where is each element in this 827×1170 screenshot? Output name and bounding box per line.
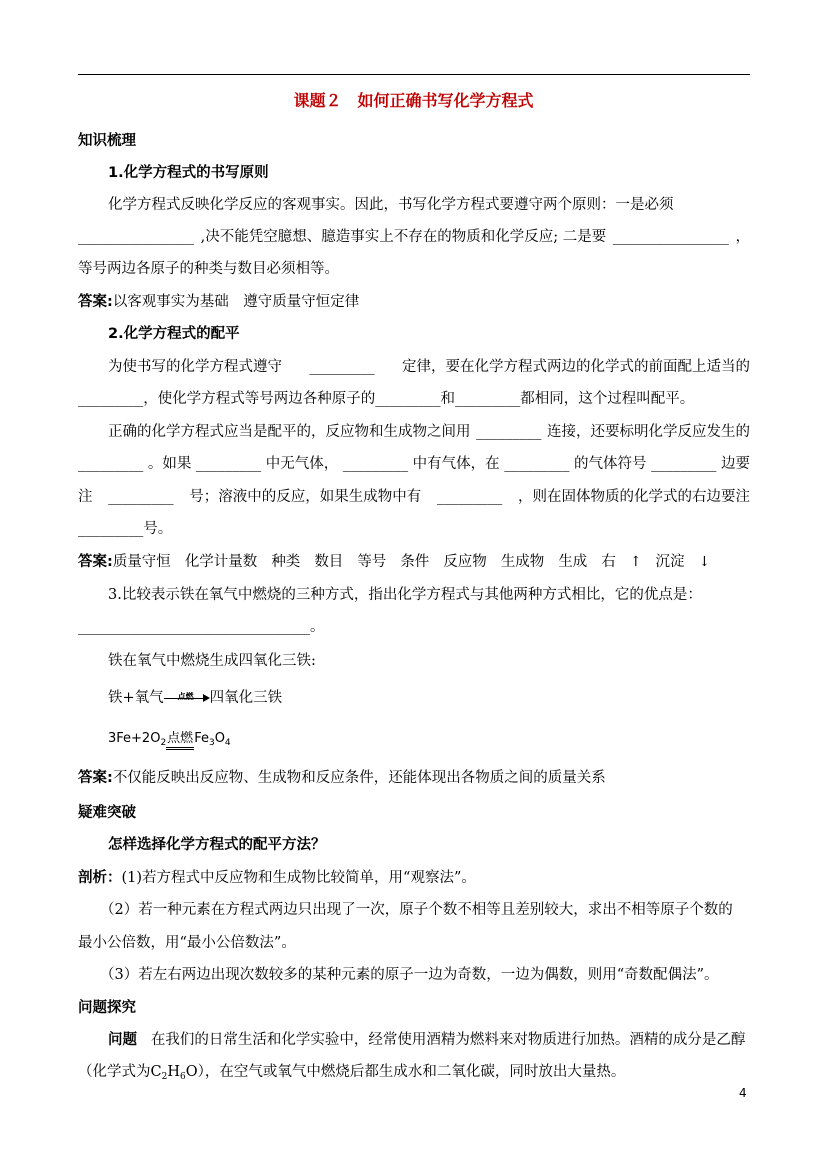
section-knowledge: 知识梳理 bbox=[78, 133, 136, 149]
word-equation-right: 四氧化三铁 bbox=[209, 690, 283, 706]
up-arrow-icon: ↑ bbox=[629, 554, 642, 570]
s2-text: ，则在固体物质的化学式的右边要注 bbox=[518, 489, 750, 505]
s3-p1-line2 bbox=[78, 616, 750, 638]
answer-label: 答案: bbox=[78, 770, 113, 786]
s2-text: 和 bbox=[440, 391, 455, 407]
subscript: 2 bbox=[160, 738, 167, 748]
s2-blank: _________ bbox=[437, 489, 503, 505]
answer-item: 沉淀 bbox=[655, 554, 685, 570]
s3-blank: ________________________________ bbox=[78, 619, 310, 635]
s1-p1-line1: 化学方程式反映化学反应的客观事实。因此，书写化学方程式要遵守两个原则：一是必须 bbox=[108, 197, 674, 213]
answer-item: 质量守恒 bbox=[112, 554, 171, 570]
section-inquiry: 问题探究 bbox=[78, 1000, 136, 1016]
analysis-2-line1: （2）若一种元素在方程式两边只出现了一次，原子个数不相等且差别较大，求出不相等原子个数的 bbox=[100, 902, 733, 918]
s2-p2-line3 bbox=[78, 486, 750, 508]
s2-text: 中无气体， bbox=[265, 456, 339, 472]
s1-heading: 1.化学方程式的书写原则 bbox=[108, 165, 269, 181]
answer-item: 生成物 bbox=[500, 554, 545, 570]
s2-text: 边要 bbox=[720, 456, 750, 472]
formula-c: C bbox=[150, 1064, 162, 1080]
s2-p1-line2 bbox=[78, 388, 750, 410]
s1-text-3: ， bbox=[735, 229, 750, 245]
reaction-arrow-icon bbox=[164, 691, 210, 705]
inquiry-line1 bbox=[108, 1029, 750, 1051]
inquiry-text: 在我们的日常生活和化学实验中，经常使用酒精为燃料来对物质进行加热。酒精的成分是乙醇 bbox=[150, 1032, 746, 1048]
subscript: 2 bbox=[161, 1072, 168, 1082]
s1-answer-text: 以客观事实为基础 遵守质量守恒定律 bbox=[112, 294, 360, 310]
s2-blank: _________ bbox=[455, 391, 521, 407]
equation-product: O bbox=[214, 731, 225, 746]
s2-p1-line1 bbox=[108, 356, 750, 378]
s3-text: 。 bbox=[310, 619, 325, 635]
page-title: 课题２ 如何正确书写化学方程式 bbox=[293, 91, 534, 110]
answer-label: 答案: bbox=[78, 554, 113, 570]
s2-p2-line4 bbox=[78, 518, 750, 540]
s2-blank: _________ bbox=[195, 456, 262, 472]
reaction-condition: 点燃 bbox=[177, 691, 194, 701]
equation-product: Fe bbox=[194, 731, 209, 746]
s3-answer-text: 不仅能反映出反应物、生成物和反应条件，还能体现出各物质之间的质量关系 bbox=[112, 770, 606, 786]
analysis-label: 剖析： bbox=[78, 870, 122, 886]
s2-text: 号；溶液中的反应，如果生成物中有 bbox=[189, 489, 422, 505]
s2-text: 注 bbox=[78, 489, 93, 505]
answer-item: 种类 bbox=[271, 554, 301, 570]
s1-p1-line3: 等号两边各原子的种类与数目必须相等。 bbox=[78, 261, 339, 277]
s2-blank: _________ bbox=[504, 456, 570, 472]
s2-p2-line1 bbox=[108, 421, 750, 443]
answer-item: 等号 bbox=[357, 554, 387, 570]
down-arrow-icon: ↓ bbox=[698, 554, 711, 570]
s2-blank: _________ bbox=[375, 391, 441, 407]
subscript: 3 bbox=[208, 738, 215, 748]
diff-question: 怎样选择化学方程式的配平方法？ bbox=[108, 837, 326, 853]
page-number: 4 bbox=[739, 1086, 747, 1100]
formula-o: O bbox=[185, 1064, 198, 1080]
analysis-2-line2: 最小公倍数，用“最小公倍数法”。 bbox=[78, 935, 296, 951]
s2-blank: _________ bbox=[651, 456, 717, 472]
answer-item: 条件 bbox=[400, 554, 430, 570]
s2-text: 号。 bbox=[143, 521, 173, 537]
s1-answer bbox=[78, 291, 750, 313]
answer-item: 反应物 bbox=[443, 554, 487, 570]
s2-text: 定律，要在化学方程式两边的化学式的前面配上适当的 bbox=[402, 359, 750, 375]
s1-blank-2: ________________ bbox=[612, 229, 729, 245]
section-difficulty: 疑难突破 bbox=[78, 805, 136, 821]
inquiry-text: （化学式为 bbox=[78, 1064, 151, 1080]
s2-text: 中有气体，在 bbox=[412, 456, 500, 472]
s2-text: 连接，还要标明化学反应发生的 bbox=[547, 424, 750, 440]
s2-text: 的气体符号 bbox=[574, 456, 647, 472]
s2-text: 。如果 bbox=[147, 456, 192, 472]
diff-analysis bbox=[78, 867, 750, 889]
word-equation-left: 铁+氧气 bbox=[108, 690, 164, 706]
equation-reactants: 3Fe+2O bbox=[108, 731, 161, 746]
s2-text: ，使化学方程式等号两边各种原子的 bbox=[143, 391, 376, 407]
s2-blank: _________ bbox=[78, 391, 144, 407]
s2-p2-line2 bbox=[78, 453, 750, 475]
s3-way2 bbox=[108, 687, 750, 709]
inquiry-label: 问题 bbox=[108, 1032, 137, 1048]
s2-text: 正确的化学方程式应当是配平的，反应物和生成物之间用 bbox=[108, 424, 471, 440]
s3-way3 bbox=[108, 728, 750, 754]
analysis-3: （3）若左右两边出现次数较多的某种元素的原子一边为奇数，一边为偶数，则用“奇数配偶法”。 bbox=[100, 967, 719, 983]
s1-text-2: ,决不能凭空臆想、臆造事实上不存在的物质和化学反应; 二是要 bbox=[200, 229, 607, 245]
inquiry-text: ），在空气或氧气中燃烧后都生成水和二氧化碳，同时放出大量热。 bbox=[197, 1064, 626, 1080]
s2-blank: _________ bbox=[108, 489, 174, 505]
answer-item: 化学计量数 bbox=[184, 554, 258, 570]
s2-text: 为使书写的化学方程式遵守 bbox=[108, 359, 282, 375]
s1-blank-1: ________________ bbox=[78, 229, 194, 245]
s3-way1: 铁在氧气中燃烧生成四氧化三铁: bbox=[108, 653, 316, 669]
s2-text: 都相同，这个过程叫配平。 bbox=[520, 391, 695, 407]
s2-blank: _________ bbox=[78, 456, 144, 472]
subscript: 4 bbox=[224, 738, 231, 748]
inquiry-line2 bbox=[78, 1061, 750, 1088]
s1-p1-line2 bbox=[78, 226, 750, 248]
answer-item: 生成 bbox=[558, 554, 588, 570]
answer-item: 右 bbox=[601, 554, 616, 570]
s2-blank: _________ bbox=[78, 521, 144, 537]
s2-heading: 2.化学方程式的配平 bbox=[108, 326, 240, 342]
equation-condition: 点燃 bbox=[166, 731, 194, 750]
s2-blank: _________ bbox=[309, 359, 375, 375]
formula-h: H bbox=[167, 1064, 180, 1080]
s2-blank: _________ bbox=[476, 424, 542, 440]
answer-label: 答案: bbox=[78, 294, 113, 310]
s2-blank: _________ bbox=[342, 456, 409, 472]
s3-answer bbox=[78, 767, 750, 789]
header-rule bbox=[78, 74, 750, 75]
subscript: 6 bbox=[180, 1072, 186, 1082]
analysis-1: (1)若方程式中反应物和生成物比较简单，用“观察法”。 bbox=[121, 870, 476, 886]
s2-answer bbox=[78, 551, 750, 573]
s3-p1-line1: 3.比较表示铁在氧气中燃烧的三种方式，指出化学方程式与其他两种方式相比，它的优点是： bbox=[108, 587, 702, 603]
answer-item: 数目 bbox=[314, 554, 344, 570]
